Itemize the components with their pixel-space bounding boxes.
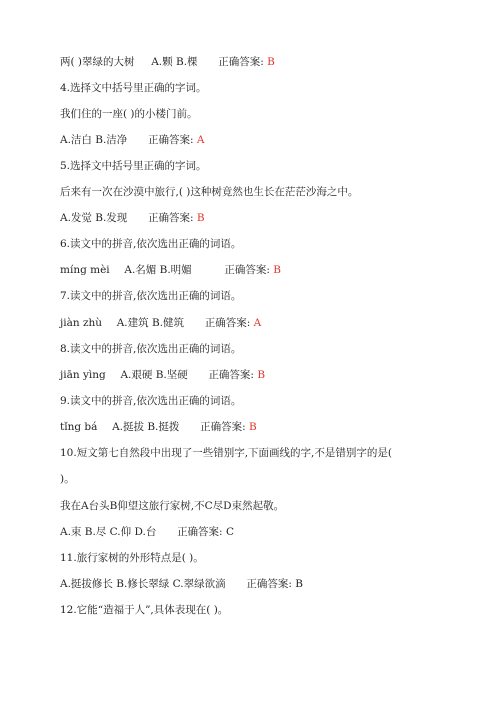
answer-value: A — [253, 317, 262, 329]
answer-value: B — [295, 578, 303, 590]
line-2 — [60, 81, 207, 95]
line-22 — [60, 603, 228, 617]
answer-value: B — [267, 56, 275, 68]
answer-label: 正确答案: — [148, 134, 194, 146]
options-text: A.艰硬 B.坚硬 — [120, 369, 188, 381]
answer-value: A — [196, 134, 205, 146]
answer-value: C — [225, 526, 234, 538]
answer-label: 正确答案: — [148, 212, 194, 224]
line-19 — [60, 525, 234, 539]
answer-label: 正确答案: — [246, 578, 292, 590]
line-21 — [60, 577, 303, 591]
line-10 — [60, 289, 241, 303]
question-text: 两( )翠绿的大树 — [60, 56, 135, 68]
question-heading: 10.短文第七自然段中出现了一些错别字,下面画线的字,不是错别字的是( — [60, 447, 392, 459]
answer-value: B — [273, 264, 281, 276]
options-text: A.洁白 B.洁净 — [60, 134, 128, 146]
line-11 — [60, 316, 261, 330]
answer-label: 正确答案: — [224, 264, 270, 276]
line-17 — [60, 472, 75, 486]
question-heading: 8.读文中的拼音,依次选出正确的词语。 — [60, 343, 242, 355]
line-7 — [60, 211, 205, 225]
line-15 — [60, 420, 257, 434]
line-12 — [60, 342, 241, 356]
question-heading: 12.它能“造福于人”,具体表现在( )。 — [60, 604, 229, 616]
line-4 — [60, 133, 204, 147]
question-heading: 11.旅行家树的外形特点是( )。 — [60, 552, 204, 564]
pinyin-text: jiān yìng — [60, 369, 106, 381]
options-text: A.挺拔 B.挺拨 — [112, 421, 180, 433]
line-16 — [60, 446, 392, 460]
line-13 — [60, 368, 265, 382]
question-heading-continued: )。 — [60, 473, 75, 485]
question-heading: 5.选择文中括号里正确的字词。 — [60, 160, 207, 172]
options-text: A.发觉 B.发现 — [60, 212, 128, 224]
line-18 — [60, 499, 284, 513]
line-3 — [60, 107, 198, 121]
question-text: 后来有一次在沙漠中旅行,( )这种树竟然也生长在茫茫沙海之中。 — [60, 186, 359, 198]
answer-label: 正确答案: — [177, 526, 223, 538]
options-text: A.名媚 B.明媚 — [124, 264, 192, 276]
answer-label: 正确答案: — [218, 56, 264, 68]
line-6 — [60, 185, 358, 199]
line-20 — [60, 551, 204, 565]
pinyin-text: míng mèi — [60, 264, 110, 276]
line-1 — [60, 55, 275, 69]
answer-value: B — [257, 369, 266, 381]
answer-label: 正确答案: — [204, 317, 251, 329]
line-8 — [60, 237, 241, 251]
answer-label: 正确答案: — [200, 421, 246, 433]
question-text: 我们住的一座( )的小楼门前。 — [60, 108, 198, 120]
line-14 — [60, 394, 241, 408]
answer-value: B — [196, 212, 205, 224]
options-text: A.挺拔修长 B.修长翠绿 C.翠绿欲滴 — [60, 578, 226, 590]
options-text: A.颗 B.棵 — [151, 56, 198, 68]
question-text: 我在A台头B仰望这旅行家树,不C尽D束然起敬。 — [60, 500, 285, 512]
options-text: A.建筑 B.健筑 — [116, 317, 185, 329]
pinyin-text: tǐng bá — [60, 421, 98, 433]
options-text: A.束 B.尽 C.仰 D.台 — [60, 526, 157, 538]
answer-value: B — [248, 421, 257, 433]
line-5 — [60, 159, 207, 173]
question-heading: 4.选择文中括号里正确的字词。 — [60, 82, 207, 94]
pinyin-text: jiàn zhù — [60, 317, 103, 329]
line-9 — [60, 263, 281, 277]
question-heading: 6.读文中的拼音,依次选出正确的词语。 — [60, 238, 242, 250]
answer-label: 正确答案: — [208, 369, 254, 381]
question-heading: 7.读文中的拼音,依次选出正确的词语。 — [60, 290, 242, 302]
question-heading: 9.读文中的拼音,依次选出正确的词语。 — [60, 395, 242, 407]
